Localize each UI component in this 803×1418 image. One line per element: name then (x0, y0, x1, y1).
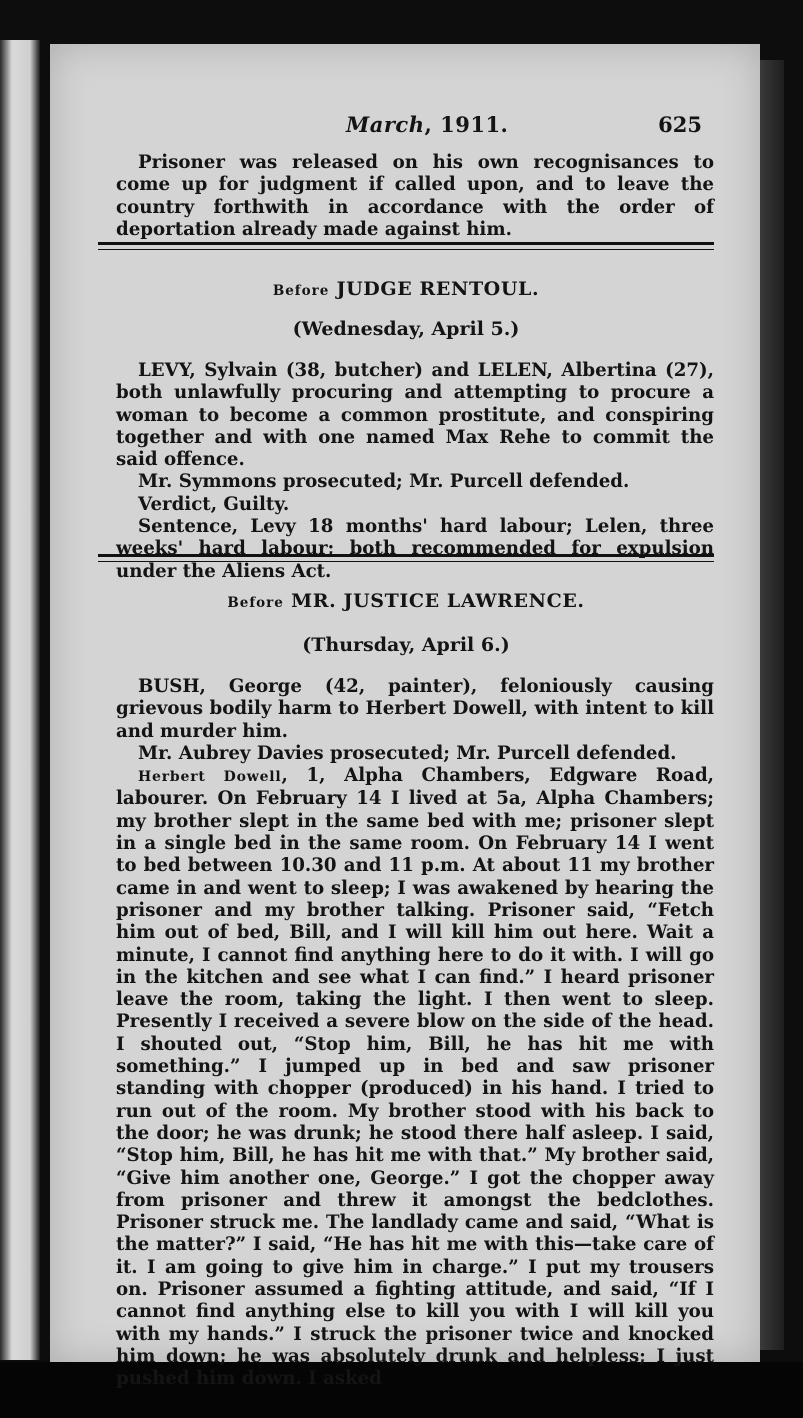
charge-text: BUSH, George (42, painter), feloniously causing grievous bodily harm to Herbert Dowell, with intent to kill and murder him. (116, 676, 714, 742)
section-divider (98, 554, 714, 562)
witness-testimony: Herbert Dowell, 1, Alpha Chambers, Edgware Road, labourer. On February 14 I lived at 5a, Alpha Chambers; my brother slept in the same bed with me; prisoner slept in a single bed in the same room. On February 14 I went to bed between 10.30 and 11 p.m. At about 11 my brother came in and went to sleep; I was awakened by hearing the prisoner and my brother talking. Prisoner said, “Fetch him out of bed, Bill, and I will kill him out here. Wait a minute, I cannot find anything here to do it with. I will go in the kitchen and see what I can find.” I heard prisoner leave the room, taking the light. I then went to sleep. Presently I received a severe blow on the side of the head. I shouted out, “Stop him, Bill, he has hit me with something.” I jumped up in bed and saw prisoner standing with chopper (produced) in his hand. I tried to run out of the room. My brother stood with his back to the door; he was drunk; he stood there half asleep. I said, “Stop him, Bill, he has hit me with that.” My brother said, “Give him another one, George.” I got the chopper away from prisoner and threw it amongst the bedclothes. Prisoner struck me. The landlady came and said, “What is the matter?” I said, “He has hit me with this—take care of it. I am going to give him in charge.” I put my trousers on. Prisoner assumed a fighting attitude, and said, “If I cannot find anything else to kill you with I will kill you with my hands.” I struck the prisoner twice and knocked him down; he was absolutely drunk and helpless; I just pushed him down. I asked (116, 765, 714, 1390)
witness-name: Herbert Dowell (138, 769, 282, 786)
running-header (50, 112, 760, 140)
deportation-paragraph: Prisoner was released on his own recognisances to come up for judgment if called upon, and to leave the country forthwith in accordance with the order of deportation already made against him. (116, 152, 714, 240)
counsel-text: Mr. Aubrey Davies prosecuted; Mr. Purcell defended. (138, 742, 677, 764)
binding-shadow (760, 60, 784, 1350)
document-page (50, 44, 760, 1390)
facing-page-edge (0, 40, 40, 1360)
section-divider (98, 242, 714, 250)
court-heading-lawrence: Before MR. JUSTICE LAWRENCE. (227, 590, 585, 612)
hearing-date-rentoul: (Wednesday, April 5.) (292, 318, 520, 340)
page-number: 625 (658, 112, 702, 137)
case-bush (116, 676, 714, 1391)
sentence-text: Sentence, Levy 18 months' hard labour; Lelen, three weeks' hard labour; both recommended for expulsion under the Aliens Act. (116, 516, 714, 582)
header-date: March, 1911. (346, 112, 509, 137)
court-heading-rentoul: Before JUDGE RENTOUL. (272, 278, 540, 300)
counsel-text: Mr. Symmons prosecuted; Mr. Purcell defended. (138, 471, 630, 493)
hearing-date-lawrence: (Thursday, April 6.) (302, 634, 510, 656)
charge-text: LEVY, Sylvain (38, butcher) and LELEN, Albertina (27), both unlawfully procuring and attempting to procure a woman to become a common prostitute, and conspiring together and with one named Max Rehe to commit the said offence. (116, 360, 714, 471)
case-levy-lelen (116, 360, 714, 583)
verdict-text: Verdict, Guilty. (138, 493, 290, 515)
